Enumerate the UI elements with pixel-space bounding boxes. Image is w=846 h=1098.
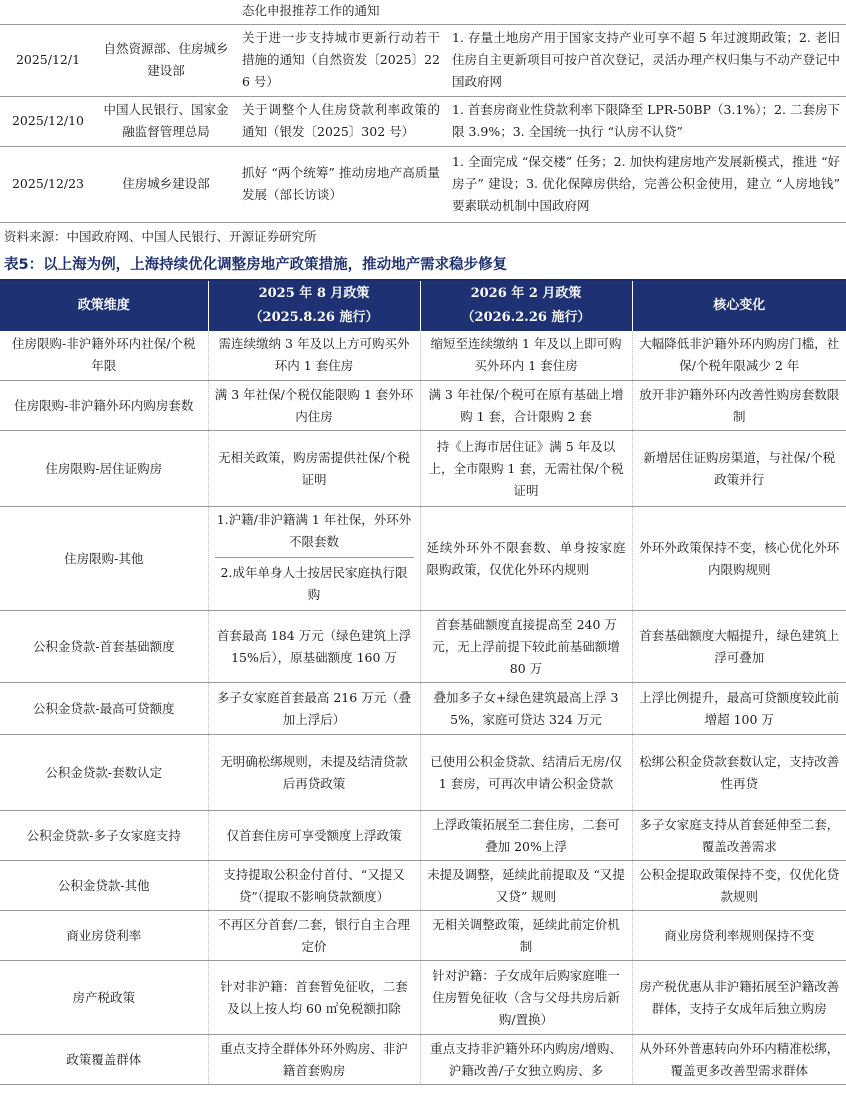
- table-row: [0, 611, 846, 683]
- policy-2026: 无相关调整政策，延续此前定价机制: [420, 911, 632, 961]
- policy-dimension: 住房限购-非沪籍外环内购房套数: [0, 381, 208, 431]
- table-row: [0, 811, 846, 861]
- policy-dimension: 公积金贷款-首套基础额度: [0, 611, 208, 683]
- table-row: [0, 146, 846, 222]
- header-2025-line2: （2025.8.26 施行）: [249, 309, 379, 325]
- policy-2025: [208, 507, 420, 611]
- core-change: 首套基础额度大幅提升，绿色建筑上浮可叠加: [632, 611, 846, 683]
- policy-2026: 已使用公积金贷款、结清后无房/仅 1 套房，可再次申请公积金贷款: [420, 735, 632, 811]
- policy-dimension: 房产税政策: [0, 961, 208, 1035]
- policy-2025: 无明确松绑规则，未提及结清贷款后再贷政策: [208, 735, 420, 811]
- policy-2025: 无相关政策，购房需提供社保/个税证明: [208, 431, 420, 507]
- table-row: [0, 381, 846, 431]
- row-title: 关于调整个人住房贷款利率政策的通知（银发〔2025〕302 号）: [236, 96, 446, 146]
- core-change: 松绑公积金贷款套数认定，支持改善性再贷: [632, 735, 846, 811]
- row-title: 抓好 “两个统筹” 推动房地产高质量发展（部长访谈）: [236, 146, 446, 222]
- table-header-row: [0, 281, 846, 331]
- table5-title: 表5：以上海为例，上海持续优化调整房地产政策措施，推动地产需求稳步修复: [0, 249, 846, 281]
- policy-2025-item-1: 1.沪籍/非沪籍满 1 年社保，外环外不限套数: [215, 508, 414, 558]
- table-row: [0, 961, 846, 1035]
- row-date: 2025/12/23: [0, 146, 96, 222]
- header-core-change: 核心变化: [632, 281, 846, 331]
- row-content: 1. 全面完成 “保交楼” 任务；2. 加快构建房地产发展新模式，推进 “好房子” 建设；3. 优化保障房供给，完善公积金使用，建立 “人房地钱” 要素联动机制中国政府网: [446, 146, 846, 222]
- table-row: [0, 24, 846, 96]
- policy-dimension: 政策覆盖群体: [0, 1035, 208, 1085]
- table-row: [0, 1035, 846, 1085]
- policy-dimension: 公积金贷款-套数认定: [0, 735, 208, 811]
- policy-2026: 满 3 年社保/个税可在原有基础上增购 1 套，合计限购 2 套: [420, 381, 632, 431]
- policy-2026: 未提及调整，延续此前提取及 “又提又贷” 规则: [420, 861, 632, 911]
- core-change: 放开非沪籍外环内改善性购房套数限制: [632, 381, 846, 431]
- table-row: [0, 96, 846, 146]
- policy-dimension: 住房限购-非沪籍外环内社保/个税年限: [0, 331, 208, 381]
- policy-2025: 需连续缴纳 3 年及以上方可购买外环内 1 套住房: [208, 331, 420, 381]
- table-row: [0, 431, 846, 507]
- shanghai-policy-table: [0, 281, 846, 1086]
- header-policy-2026: [420, 281, 632, 331]
- policy-2025: 支持提取公积金付首付、“又提又贷”（提取不影响贷款额度）: [208, 861, 420, 911]
- core-change: 外环外政策保持不变，核心优化外环内限购规则: [632, 507, 846, 611]
- policy-dimension: 商业房贷利率: [0, 911, 208, 961]
- policy-list-table: [0, 0, 846, 223]
- core-change: 新增居住证购房渠道，与社保/个税政策并行: [632, 431, 846, 507]
- policy-2025: 多子女家庭首套最高 216 万元（叠加上浮后）: [208, 683, 420, 735]
- row-dept: 自然资源部、住房城乡建设部: [96, 24, 236, 96]
- row-content: 1. 存量土地房产用于国家支持产业可享不超 5 年过渡期政策；2. 老旧住房自主更新项目可按户首次登记，灵活办理产权归集与不动产登记中国政府网: [446, 24, 846, 96]
- policy-2026: 首套基础额度直接提高至 240 万元，无上浮前提下较此前基础额增 80 万: [420, 611, 632, 683]
- core-change: 从外环外普惠转向外环内精准松绑，覆盖更多改善型需求群体: [632, 1035, 846, 1085]
- table-row: [0, 911, 846, 961]
- core-change: 上浮比例提升，最高可贷额度较此前增超 100 万: [632, 683, 846, 735]
- table-row: [0, 735, 846, 811]
- policy-dimension: 公积金贷款-其他: [0, 861, 208, 911]
- core-change: 大幅降低非沪籍外环内购房门槛，社保/个税年限减少 2 年: [632, 331, 846, 381]
- row-content: 1. 首套房商业性贷款利率下限降至 LPR-50BP（3.1%）；2. 二套房下限 3.9%；3. 全国统一执行 “认房不认贷”: [446, 96, 846, 146]
- table-row: [0, 331, 846, 381]
- policy-2025: 满 3 年社保/个税仅能限购 1 套外环内住房: [208, 381, 420, 431]
- policy-2026: 持《上海市居住证》满 5 年及以上，全市限购 1 套，无需社保/个税证明: [420, 431, 632, 507]
- header-policy-2025: [208, 281, 420, 331]
- table-row: [0, 507, 846, 611]
- policy-2025: 首套最高 184 万元（绿色建筑上浮 15%后），原基础额度 160 万: [208, 611, 420, 683]
- policy-dimension: 公积金贷款-最高可贷额度: [0, 683, 208, 735]
- row-date: 2025/12/1: [0, 24, 96, 96]
- row-dept: 中国人民银行、国家金融监督管理总局: [96, 96, 236, 146]
- core-change: 公积金提取政策保持不变，仅优化贷款规则: [632, 861, 846, 911]
- source-note: 资料来源：中国政府网、中国人民银行、开源证券研究所: [4, 228, 317, 244]
- policy-2026: 重点支持非沪籍外环内购房/增购、沪籍改善/子女独立购房、多: [420, 1035, 632, 1085]
- policy-2025: 针对非沪籍：首套暂免征收，二套及以上按人均 60 ㎡免税额扣除: [208, 961, 420, 1035]
- table-row: [0, 861, 846, 911]
- row-date: 2025/12/10: [0, 96, 96, 146]
- header-2025-line1: 2025 年 8 月政策: [258, 285, 370, 301]
- policy-dimension: 住房限购-其他: [0, 507, 208, 611]
- policy-2026: 延续外环外不限套数、单身按家庭限购政策，仅优化外环内规则: [420, 507, 632, 611]
- policy-dimension: 公积金贷款-多子女家庭支持: [0, 811, 208, 861]
- row-dept: 住房城乡建设部: [96, 146, 236, 222]
- header-2026-line1: 2026 年 2 月政策: [470, 285, 582, 301]
- policy-2025: 不再区分首套/二套，银行自主合理定价: [208, 911, 420, 961]
- policy-2025-item-2: 2.成年单身人士按居民家庭执行限购: [220, 564, 408, 602]
- row-title: 关于进一步支持城市更新行动若干措施的通知（自然资发〔2025〕226 号）: [236, 24, 446, 96]
- policy-2026: 上浮政策拓展至二套住房，二套可叠加 20%上浮: [420, 811, 632, 861]
- core-change: 房产税优惠从非沪籍拓展至沪籍改善群体，支持子女成年后独立购房: [632, 961, 846, 1035]
- policy-2026: 缩短至连续缴纳 1 年及以上即可购买外环内 1 套住房: [420, 331, 632, 381]
- core-change: 多子女家庭支持从首套延伸至二套，覆盖改善需求: [632, 811, 846, 861]
- header-2026-line2: （2026.2.26 施行）: [461, 309, 591, 325]
- policy-2025: 重点支持全群体外环外购房、非沪籍首套购房: [208, 1035, 420, 1085]
- table-row: [0, 683, 846, 735]
- policy-2025: 仅首套住房可享受额度上浮政策: [208, 811, 420, 861]
- policy-dimension: 住房限购-居住证购房: [0, 431, 208, 507]
- table-row: [0, 0, 846, 24]
- policy-2026: 叠加多子女+绿色建筑最高上浮 35%，家庭可贷达 324 万元: [420, 683, 632, 735]
- policy-2026: 针对沪籍：子女成年后购家庭唯一住房暂免征收（含与父母共房后新购/置换）: [420, 961, 632, 1035]
- partial-row-text: 态化申报推荐工作的通知: [236, 0, 446, 24]
- header-dimension: 政策维度: [0, 281, 208, 331]
- core-change: 商业房贷利率规则保持不变: [632, 911, 846, 961]
